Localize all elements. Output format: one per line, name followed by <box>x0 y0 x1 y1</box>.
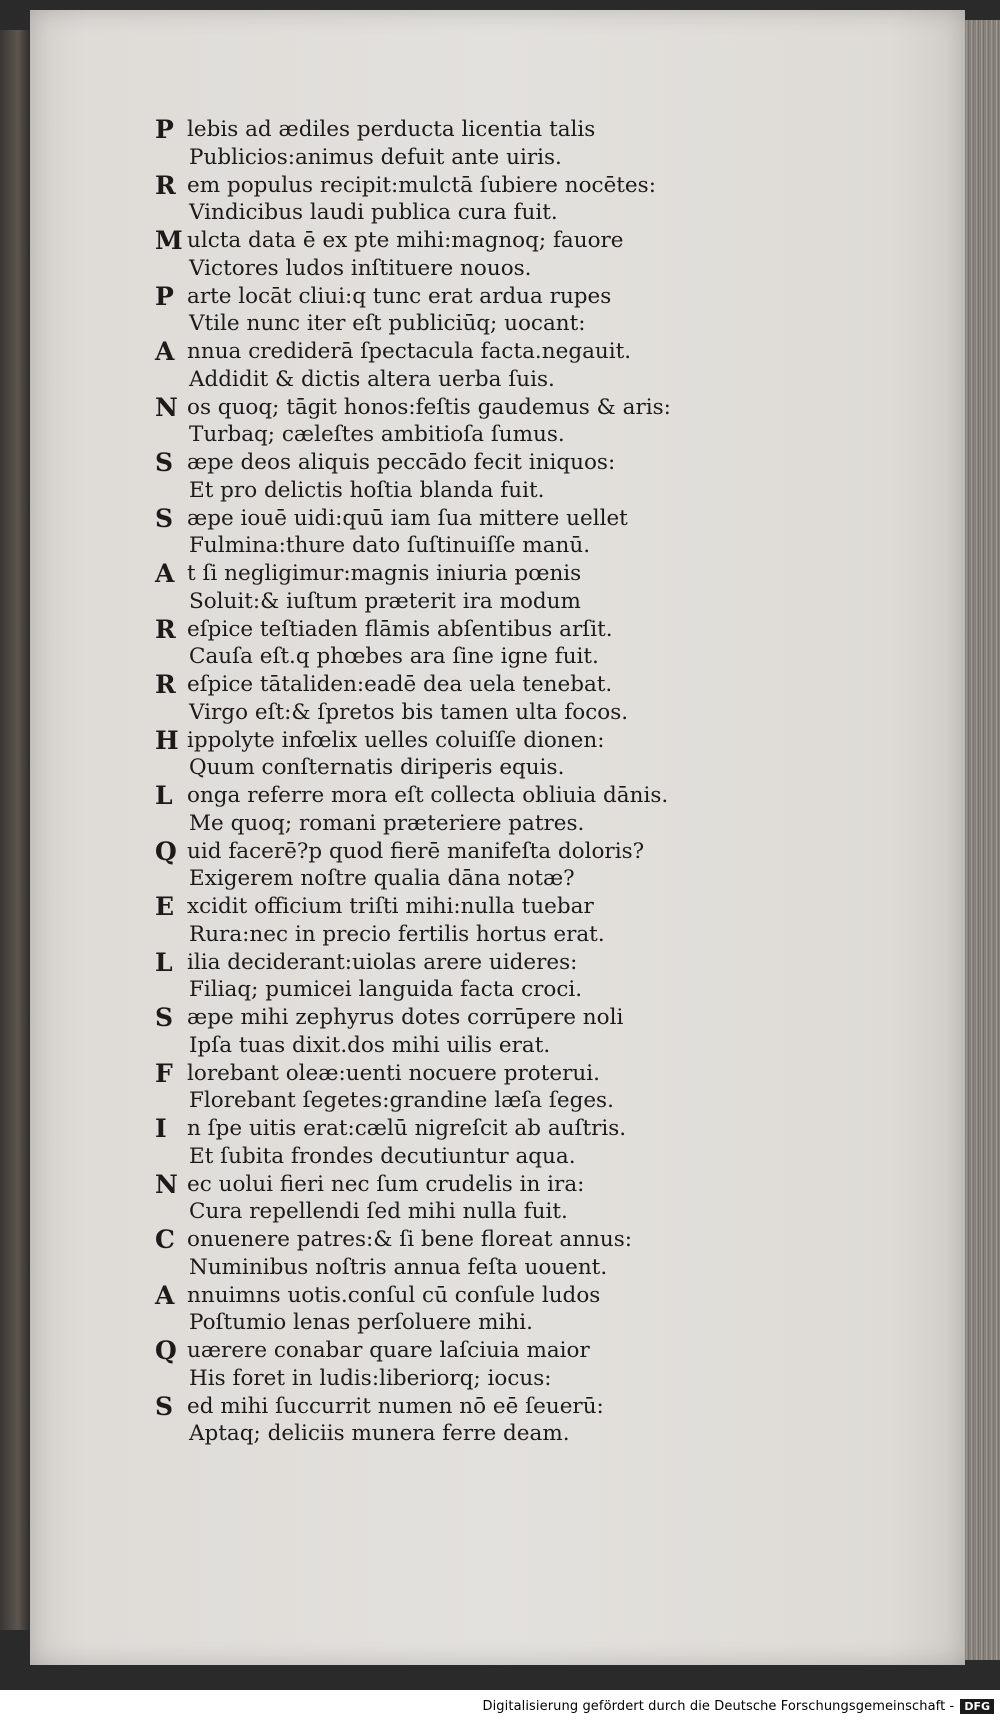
verse-line-text: Poſtumio lenas perſoluere mihi. <box>189 1310 533 1336</box>
verse-line-text: os quoq; tāgit honos:feſtis gaudemus & aris: <box>187 394 671 420</box>
verse-line-text: æpe mihi zephyrus dotes corrūpere noli <box>187 1005 624 1030</box>
verse-initial: R <box>155 170 176 200</box>
verse-initial: R <box>155 614 176 644</box>
verse-initial: H <box>155 725 179 755</box>
verse-line-text: Aptaq; deliciis munera ferre deam. <box>189 1421 570 1447</box>
verse-line-text: em populus recipit:mulctā ſubiere nocētes: <box>187 172 656 198</box>
verse-line-text: onga referre mora eſt collecta obliuia dānis. <box>187 783 669 808</box>
verse-line <box>155 394 715 422</box>
verse-initial: E <box>155 892 175 921</box>
verse-line-text: Turbaq; cæleſtes ambitioſa ſumus. <box>189 422 565 448</box>
verse-line-text: nnua crediderā ſpectacula facta.negauit. <box>187 339 632 364</box>
verse-line-text: Addidit & dictis altera uerba ſuis. <box>189 366 555 392</box>
verse-line-text: Vindicibus laudi publica cura fuit. <box>189 200 558 226</box>
footer-credit: Digitalisierung gefördert durch die Deutsche Forschungsgemeinschaft - <box>482 1698 955 1714</box>
verse-initial: A <box>155 559 175 588</box>
verse-line <box>155 671 715 699</box>
verse-line-text: Quum conſternatis diriperis equis. <box>189 755 565 781</box>
verse-line-text: Publicios:animus defuit ante uiris. <box>189 144 562 170</box>
verse-initial: A <box>155 337 175 366</box>
verse-initial: N <box>155 392 178 422</box>
verse-line-text: æpe deos aliquis peccādo fecit iniquos: <box>187 450 616 475</box>
verse-line <box>155 1309 715 1337</box>
verse-line-text: eſpice tātaliden:eadē dea uela tenebat. <box>187 672 613 697</box>
verse-initial: S <box>155 1391 174 1421</box>
verse-line <box>155 1032 715 1060</box>
verse-line-text: Soluit:& iuſtum præterit ira modum <box>189 588 581 614</box>
verse-line <box>155 338 715 366</box>
verse-line-text: lorebant oleæ:uenti nocuere proterui. <box>187 1060 600 1086</box>
verse-line <box>155 1087 715 1115</box>
verse-line <box>155 1420 715 1448</box>
verse-line <box>155 532 715 560</box>
verse-initial: S <box>155 503 174 533</box>
verse-initial: I <box>155 1114 167 1143</box>
verse-line <box>155 1282 715 1310</box>
verse-line <box>155 366 715 394</box>
verse-line <box>155 1115 715 1143</box>
verse-line-text: lebis ad ædiles perducta licentia talis <box>187 117 596 142</box>
verse-line <box>155 144 715 172</box>
verse-line-text: eſpice teſtiaden flāmis abſentibus arſit. <box>187 616 613 642</box>
verse-line <box>155 116 715 144</box>
footer-bar <box>0 1690 1000 1722</box>
verse-line <box>155 1198 715 1226</box>
verse-text <box>155 116 715 1448</box>
verse-initial: A <box>155 1280 175 1310</box>
verse-line-text: Filiaq; pumicei languida facta croci. <box>189 977 583 1003</box>
verse-line <box>155 1060 715 1088</box>
verse-line <box>155 643 715 671</box>
verse-line-text: Virgo eſt:& ſpretos bis tamen ulta focos. <box>189 699 629 725</box>
verse-line <box>155 1337 715 1365</box>
verse-initial: P <box>155 115 174 144</box>
verse-line <box>155 1393 715 1421</box>
verse-line <box>155 949 715 977</box>
verse-line-text: ulcta data ē ex pte mihi:magnoq; fauore <box>187 228 624 253</box>
verse-line-text: Victores ludos inſtituere nouos. <box>189 255 532 281</box>
verse-line-text: n ſpe uitis erat:cælū nigreſcit ab auſtris. <box>187 1116 627 1141</box>
verse-initial: C <box>155 1225 175 1254</box>
verse-line-text: Cauſa eſt.q phœbes ara ſine igne fuit. <box>189 644 599 670</box>
verse-line-text: ippolyte infœlix uelles coluiſſe dionen: <box>187 727 605 753</box>
verse-line <box>155 727 715 755</box>
verse-line <box>155 588 715 616</box>
verse-line <box>155 616 715 644</box>
verse-line-text: Ipſa tuas dixit.dos mihi uilis erat. <box>189 1032 551 1058</box>
verse-line <box>155 893 715 921</box>
verse-line-text: Florebant ſegetes:grandine læſa ſeges. <box>189 1088 614 1114</box>
verse-initial: L <box>155 781 173 810</box>
verse-line <box>155 283 715 311</box>
verse-line <box>155 172 715 200</box>
verse-line-text: Exigerem noſtre qualia dāna notæ? <box>189 866 575 892</box>
verse-line <box>155 976 715 1004</box>
verse-line-text: uid facerē?p quod fierē manifeſta doloris? <box>187 838 645 864</box>
verse-line <box>155 227 715 255</box>
verse-line-text: ec uolui fieri nec ſum crudelis in ira: <box>187 1171 585 1197</box>
verse-line <box>155 1226 715 1254</box>
verse-line-text: Vtile nunc iter eſt publiciūq; uocant: <box>189 311 586 337</box>
verse-line <box>155 560 715 588</box>
verse-line-text: nnuimns uotis.conſul cū conſule ludos <box>187 1282 601 1308</box>
verse-line <box>155 865 715 893</box>
verse-line-text: t ſi negligimur:magnis iniuria pœnis <box>187 561 582 586</box>
verse-line-text: ilia deciderant:uiolas arere uideres: <box>187 949 578 975</box>
verse-line-text: onuenere patres:& ſi bene floreat annus: <box>187 1227 633 1252</box>
verse-initial: Q <box>155 1336 177 1365</box>
verse-line-text: ed mihi ſuccurrit numen nō eē ſeuerū: <box>187 1393 604 1419</box>
verse-line <box>155 838 715 866</box>
verse-line-text: Et ſubita frondes decutiuntur aqua. <box>189 1143 576 1169</box>
verse-initial: R <box>155 670 176 699</box>
page-stack-edges <box>965 20 1000 1660</box>
verse-line <box>155 1171 715 1199</box>
verse-initial: S <box>155 1003 174 1032</box>
verse-line <box>155 310 715 338</box>
verse-line-text: xcidit officium triſti mihi:nulla tuebar <box>187 894 594 919</box>
verse-line <box>155 477 715 505</box>
verse-initial: L <box>155 947 173 977</box>
verse-line-text: Numinibus noſtris annua feſta uouent. <box>189 1254 608 1280</box>
verse-line-text: Et pro delictis hoſtia blanda fuit. <box>189 477 545 503</box>
verse-initial: F <box>155 1058 173 1088</box>
facing-page-edge <box>0 30 30 1630</box>
verse-line-text: Cura repellendi ſed mihi nulla fuit. <box>189 1199 568 1225</box>
verse-line <box>155 782 715 810</box>
verse-line <box>155 255 715 283</box>
verse-initial: N <box>155 1169 178 1199</box>
verse-line <box>155 754 715 782</box>
verse-line-text: Fulmina:thure dato ſuſtinuiſſe manū. <box>189 533 591 559</box>
verse-initial: Q <box>155 836 177 866</box>
verse-line <box>155 449 715 477</box>
verse-line-text: æpe iouē uidi:quū iam ſua mittere uellet <box>187 505 628 531</box>
verse-initial: M <box>155 226 183 255</box>
verse-line <box>155 1365 715 1393</box>
verse-line <box>155 810 715 838</box>
dfg-logo: DFG <box>960 1699 994 1714</box>
verse-line <box>155 921 715 949</box>
verse-line <box>155 505 715 533</box>
verse-line <box>155 699 715 727</box>
verse-initial: S <box>155 448 174 477</box>
verse-line <box>155 1254 715 1282</box>
verse-initial: P <box>155 281 174 311</box>
verse-line-text: His foret in ludis:liberiorq; iocus: <box>189 1365 552 1391</box>
verse-line-text: arte locāt cliui:q tunc erat ardua rupes <box>187 283 612 309</box>
verse-line-text: Me quoq; romani præteriere patres. <box>189 810 585 836</box>
verse-line <box>155 1004 715 1032</box>
verse-line <box>155 199 715 227</box>
verse-line <box>155 421 715 449</box>
verse-line-text: Rura:nec in precio fertilis hortus erat. <box>189 921 605 947</box>
verse-line <box>155 1143 715 1171</box>
verse-line-text: uærere conabar quare laſciuia maior <box>187 1338 590 1363</box>
